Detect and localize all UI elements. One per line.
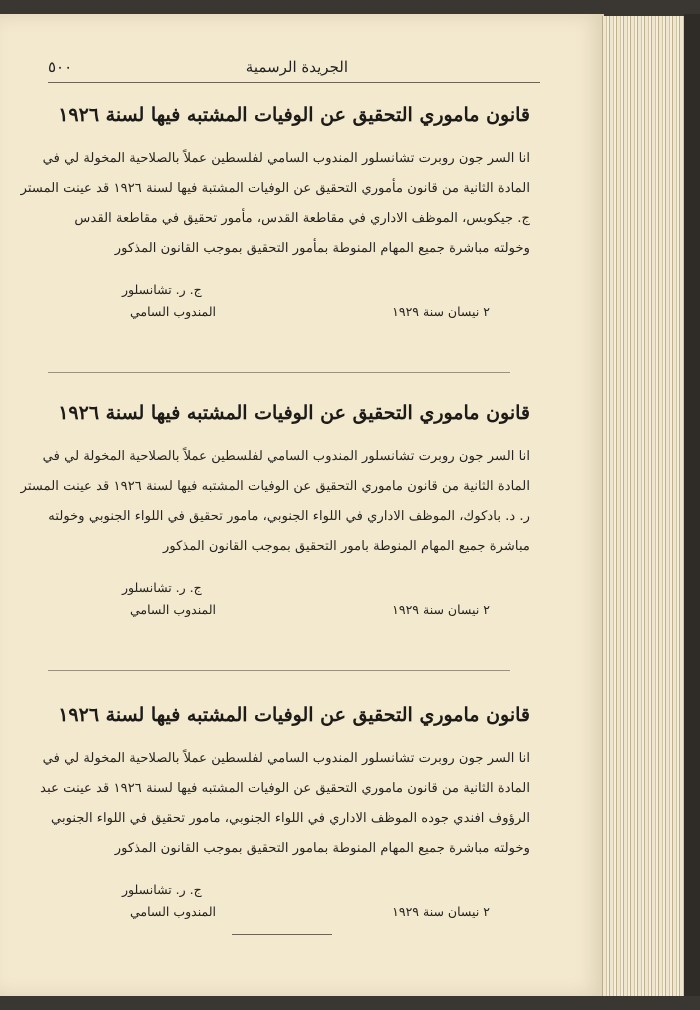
body-line: انا السر جون روبرت تشانسلور المندوب السامي لفلسطين عملاً بالصلاحية المخولة لي في (42, 449, 530, 464)
end-rule (232, 934, 332, 935)
signature-role: المندوب السامي (130, 304, 216, 319)
page-number: ٥٠٠ (48, 58, 73, 76)
book-edge-shadow (684, 14, 700, 1010)
body-line: المادة الثانية من قانون مأموري التحقيق عن الوفيات المشتبة فيها لسنة ١٩٢٦ قد عينت المستر (20, 181, 530, 196)
signature-name: ج. ر. تشانسلور (122, 282, 202, 297)
signature-name: ج. ر. تشانسلور (122, 882, 202, 897)
signature-role: المندوب السامي (130, 904, 216, 919)
section-divider (48, 372, 510, 373)
signature-block (60, 580, 530, 624)
signature-block (60, 882, 530, 926)
notice-date: ٢ نيسان سنة ١٩٢٩ (392, 602, 490, 617)
signature-block (60, 282, 530, 326)
book-bottom-shadow (0, 996, 700, 1010)
notice-title: قانون ماموري التحقيق عن الوفيات المشتبه فيها لسنة ١٩٢٦ (58, 704, 530, 726)
body-line: المادة الثانية من قانون ماموري التحقيق عن الوفيات المشتبه فيها لسنة ١٩٢٦ قد عينت عبد (40, 781, 530, 796)
body-line: الرؤوف افندي جوده الموظف الاداري في اللواء الجنوبي، مامور تحقيق في اللواء الجنوبي (50, 811, 530, 826)
body-line: المادة الثانية من قانون ماموري التحقيق عن الوفيات المشتبه فيها لسنة ١٩٢٦ قد عينت المستر (20, 479, 530, 494)
body-line: ج. جيكوبس، الموظف الاداري في مقاطعة القدس، مأمور تحقيق في مقاطعة القدس (74, 211, 530, 226)
running-header (48, 58, 538, 82)
notice-body (20, 442, 530, 562)
section-divider (48, 670, 510, 671)
notice-date: ٢ نيسان سنة ١٩٢٩ (392, 304, 490, 319)
notice-title: قانون ماموري التحقيق عن الوفيات المشتبه فيها لسنة ١٩٢٦ (58, 402, 530, 424)
notice-section-1 (20, 104, 530, 326)
body-line: مباشرة جميع المهام المنوطة بامور التحقيق بموجب القانون المذكور (162, 539, 530, 554)
signature-role: المندوب السامي (130, 602, 216, 617)
signature-name: ج. ر. تشانسلور (122, 580, 202, 595)
body-line: وخولته مباشرة جميع المهام المنوطة بمامور التحقيق بموجب القانون المذكور (114, 841, 530, 856)
body-line: ر. د. بادكوك، الموظف الاداري في اللواء الجنوبي، مامور تحقيق في اللواء الجنوبي وخولته (48, 509, 530, 524)
notice-body (40, 744, 530, 864)
journal-title: الجريدة الرسمية (245, 58, 348, 76)
notice-section-3 (40, 704, 530, 926)
body-line: انا السر جون روبرت تشانسلور المندوب السامي لفلسطين عملاً بالصلاحية المخولة لي في (42, 151, 530, 166)
body-line: وخولته مباشرة جميع المهام المنوطة بمأمور التحقيق بموجب القانون المذكور (114, 241, 530, 256)
notice-date: ٢ نيسان سنة ١٩٢٩ (392, 904, 490, 919)
body-line: انا السر جون روبرت تشانسلور المندوب السامي لفلسطين عملاً بالصلاحية المخولة لي في (42, 751, 530, 766)
notice-section-2 (20, 402, 530, 624)
notice-title: قانون ماموري التحقيق عن الوفيات المشتبه فيها لسنة ١٩٢٦ (58, 104, 530, 126)
page-fore-edge (602, 16, 685, 1000)
notice-body (20, 144, 530, 264)
header-rule (48, 82, 540, 83)
